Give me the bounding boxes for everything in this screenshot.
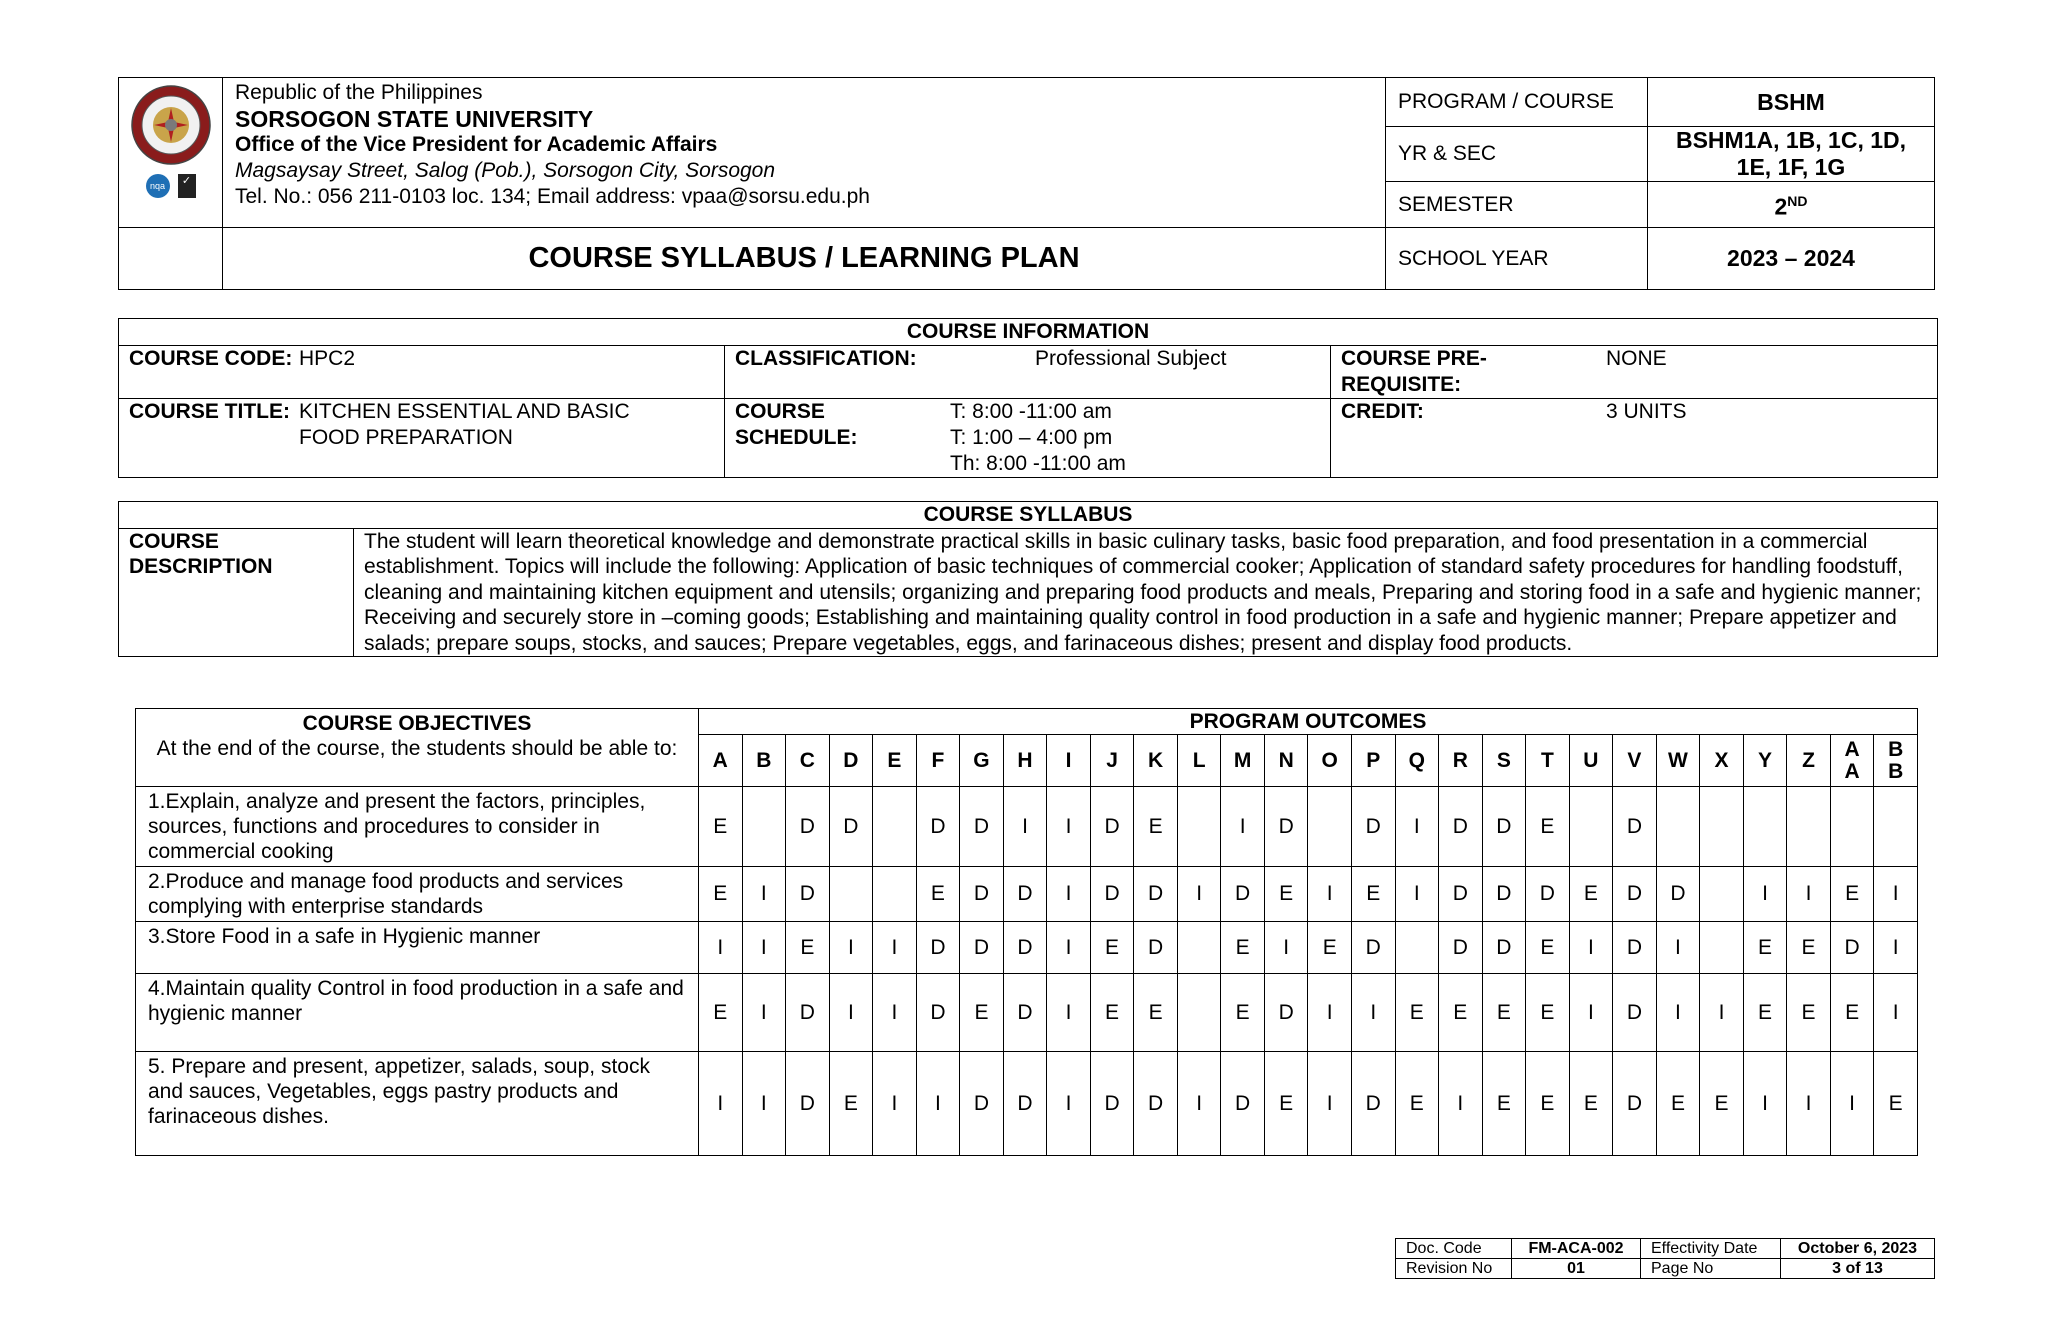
outcome-mark: D [1613, 1052, 1657, 1156]
outcome-mark [1177, 974, 1221, 1052]
outcome-mark: I [916, 1052, 960, 1156]
outcome-mark: E [1264, 867, 1308, 922]
outcome-mark: I [699, 1052, 743, 1156]
outcome-mark: I [1308, 1052, 1352, 1156]
outcome-mark: D [1090, 787, 1134, 867]
contact-text: Tel. No.: 056 211-0103 loc. 134; Email address: vpaa@sorsu.edu.ph [235, 185, 870, 208]
outcome-mark: I [1264, 922, 1308, 974]
outcome-mark: E [1134, 974, 1178, 1052]
page-label: Page No [1641, 1259, 1781, 1279]
outcome-mark: I [1308, 867, 1352, 922]
outcome-mark: D [1613, 787, 1657, 867]
outcome-letter-top: B [1888, 737, 1904, 761]
outcome-mark: D [1003, 922, 1047, 974]
effectivity-label: Effectivity Date [1641, 1239, 1781, 1259]
outcome-mark: D [1134, 1052, 1178, 1156]
outcome-mark: D [1656, 867, 1700, 922]
objectives-outcomes-table [135, 708, 1918, 1156]
outcome-mark [1656, 787, 1700, 867]
outcome-mark: I [829, 974, 873, 1052]
address-text: Magsaysay Street, Salog (Pob.), Sorsogon City, Sorsogon [235, 159, 776, 182]
outcome-mark: E [1787, 974, 1831, 1052]
effectivity-value: October 6, 2023 [1781, 1239, 1935, 1259]
outcome-mark: E [1221, 922, 1265, 974]
outcome-mark: I [1308, 974, 1352, 1052]
prerequisite-label: COURSE PRE-REQUISITE: [1341, 347, 1487, 396]
republic-text: Republic of the Philippines [235, 81, 483, 104]
outcome-mark: D [1830, 922, 1874, 974]
classification-label: CLASSIFICATION: [735, 347, 917, 370]
outcome-mark: E [1830, 974, 1874, 1052]
outcome-mark: D [1221, 867, 1265, 922]
outcome-mark: E [1700, 1052, 1744, 1156]
outcome-mark: I [1395, 787, 1439, 867]
outcome-mark: D [960, 787, 1004, 867]
outcome-mark: I [1047, 974, 1091, 1052]
outcome-mark: E [1743, 922, 1787, 974]
outcome-mark [1787, 787, 1831, 867]
outcome-mark: E [1351, 867, 1395, 922]
outcome-mark: D [1439, 787, 1483, 867]
objectives-header [136, 709, 699, 787]
outcome-mark: D [786, 1052, 830, 1156]
outcome-mark: D [960, 1052, 1004, 1156]
outcome-mark: I [742, 867, 786, 922]
outcome-letter: S [1482, 735, 1526, 787]
outcome-letter: R [1439, 735, 1483, 787]
outcome-mark: E [1526, 787, 1570, 867]
objective-text: 2.Produce and manage food products and services complying with enterprise standards [136, 867, 699, 922]
outcome-mark: E [960, 974, 1004, 1052]
outcome-letter-bottom: B [1888, 759, 1904, 783]
outcome-mark: I [1569, 922, 1613, 974]
outcome-mark [1700, 922, 1744, 974]
outcome-mark [1700, 867, 1744, 922]
outcome-letter [1874, 735, 1918, 787]
outcome-mark: I [1003, 787, 1047, 867]
outcome-mark: I [1351, 974, 1395, 1052]
outcome-mark: D [1439, 922, 1483, 974]
outcome-mark [829, 867, 873, 922]
document-title: COURSE SYLLABUS / LEARNING PLAN [223, 228, 1386, 290]
outcome-mark: D [916, 922, 960, 974]
outcome-letter [1830, 735, 1874, 787]
outcome-letter: I [1047, 735, 1091, 787]
outcome-letter: Q [1395, 735, 1439, 787]
outcome-letter: W [1656, 735, 1700, 787]
outcome-mark: D [1221, 1052, 1265, 1156]
revision-label: Revision No [1396, 1259, 1512, 1279]
page-value: 3 of 13 [1781, 1259, 1935, 1279]
program-label: PROGRAM / COURSE [1386, 78, 1648, 127]
outcome-letter: M [1221, 735, 1265, 787]
outcome-mark: I [742, 974, 786, 1052]
course-syllabus-table [118, 501, 1938, 657]
outcome-mark: I [1700, 974, 1744, 1052]
outcome-mark: D [1264, 974, 1308, 1052]
semester-suffix: ND [1787, 193, 1808, 210]
outcome-mark: E [1395, 1052, 1439, 1156]
doc-code-value: FM-ACA-002 [1512, 1239, 1641, 1259]
course-schedule-label: COURSE SCHEDULE: [735, 400, 858, 449]
outcome-mark: I [1743, 1052, 1787, 1156]
outcome-mark [1743, 787, 1787, 867]
program-outcomes-title: PROGRAM OUTCOMES [699, 709, 1918, 735]
outcome-letter: A [699, 735, 743, 787]
outcome-mark [1830, 787, 1874, 867]
school-year-label: SCHOOL YEAR [1386, 228, 1648, 290]
objective-text: 1.Explain, analyze and present the factors, principles, sources, functions and procedures to consider in commercial cooking [136, 787, 699, 867]
doc-code-label: Doc. Code [1396, 1239, 1512, 1259]
outcome-mark: E [1787, 922, 1831, 974]
outcome-mark [873, 787, 917, 867]
course-title-cell [119, 399, 725, 478]
outcome-mark: E [699, 867, 743, 922]
outcome-letter: N [1264, 735, 1308, 787]
outcome-mark [1308, 787, 1352, 867]
outcome-mark [1874, 787, 1918, 867]
objective-row [136, 922, 1918, 974]
course-syllabus-title: COURSE SYLLABUS [119, 502, 1938, 529]
outcome-mark: D [1003, 867, 1047, 922]
office-name: Office of the Vice President for Academic Affairs [235, 133, 718, 156]
outcome-mark: E [1743, 974, 1787, 1052]
university-info [223, 78, 1386, 228]
outcome-letter: D [829, 735, 873, 787]
course-schedule-list [950, 399, 1126, 477]
outcome-letter: Z [1787, 735, 1831, 787]
outcome-mark: E [1482, 1052, 1526, 1156]
outcome-mark: E [1134, 787, 1178, 867]
outcome-mark: E [1395, 974, 1439, 1052]
credit-value: 3 UNITS [1606, 400, 1687, 423]
outcome-mark: D [1351, 922, 1395, 974]
outcome-mark: E [1569, 867, 1613, 922]
outcome-mark: I [1830, 1052, 1874, 1156]
outcome-letter: X [1700, 735, 1744, 787]
outcome-mark: I [1047, 787, 1091, 867]
classification-value: Professional Subject [1035, 347, 1227, 370]
outcome-mark [1177, 787, 1221, 867]
outcome-letter: E [873, 735, 917, 787]
outcome-mark [1395, 922, 1439, 974]
semester-number: 2 [1774, 193, 1788, 220]
outcome-mark: D [1351, 787, 1395, 867]
outcome-letter-bottom: A [1844, 759, 1860, 783]
outcome-letter: G [960, 735, 1004, 787]
outcome-letter: T [1526, 735, 1570, 787]
outcome-mark: E [1308, 922, 1352, 974]
outcome-mark: I [1221, 787, 1265, 867]
outcome-letter: L [1177, 735, 1221, 787]
outcome-mark: D [1439, 867, 1483, 922]
outcome-mark [1177, 922, 1221, 974]
course-title-label: COURSE TITLE: [129, 400, 290, 423]
schedule-item: Th: 8:00 -11:00 am [950, 452, 1126, 475]
course-code-value: HPC2 [299, 347, 356, 370]
outcome-mark: I [873, 974, 917, 1052]
outcome-mark: D [1134, 867, 1178, 922]
course-description-label: COURSE DESCRIPTION [119, 528, 354, 657]
program-value: BSHM [1648, 78, 1935, 127]
outcome-mark: E [1830, 867, 1874, 922]
outcome-letter: U [1569, 735, 1613, 787]
schedule-item: T: 8:00 -11:00 am [950, 400, 1112, 423]
outcome-mark: I [742, 922, 786, 974]
outcome-mark: I [1787, 1052, 1831, 1156]
outcome-mark: I [742, 1052, 786, 1156]
outcome-mark: D [1090, 867, 1134, 922]
outcome-mark: E [829, 1052, 873, 1156]
outcome-mark: I [1743, 867, 1787, 922]
logo-cell-bottom [119, 228, 223, 290]
objective-text: 5. Prepare and present, appetizer, salads, soup, stock and sauces, Vegetables, eggs pastry products and farinaceous dishes. [136, 1052, 699, 1156]
outcome-mark: D [786, 867, 830, 922]
outcome-mark: D [1134, 922, 1178, 974]
outcome-mark: I [1177, 1052, 1221, 1156]
outcome-mark: I [1439, 1052, 1483, 1156]
outcome-mark: D [960, 922, 1004, 974]
outcome-mark: D [786, 787, 830, 867]
outcome-mark: D [786, 974, 830, 1052]
objectives-subtitle: At the end of the course, the students should be able to: [156, 737, 678, 760]
outcome-mark: I [1047, 922, 1091, 974]
outcome-mark: E [1874, 1052, 1918, 1156]
credit-cell [1331, 399, 1938, 478]
outcome-mark: D [1003, 1052, 1047, 1156]
outcome-mark: D [1526, 867, 1570, 922]
outcome-mark [742, 787, 786, 867]
outcome-mark: I [699, 922, 743, 974]
yrsec-value: BSHM1A, 1B, 1C, 1D, 1E, 1F, 1G [1648, 127, 1935, 182]
school-year-value: 2023 – 2024 [1648, 228, 1935, 290]
semester-label: SEMESTER [1386, 182, 1648, 228]
outcome-mark: I [829, 922, 873, 974]
nqa-badge-icon: nqa [146, 174, 170, 198]
outcome-letter: H [1003, 735, 1047, 787]
outcome-mark: D [1003, 974, 1047, 1052]
credit-label: CREDIT: [1341, 400, 1424, 423]
outcome-mark: I [1656, 974, 1700, 1052]
outcome-letter: Y [1743, 735, 1787, 787]
outcome-mark: D [1613, 867, 1657, 922]
certification-badge-icon: ✓ [178, 174, 196, 198]
outcome-mark [873, 867, 917, 922]
outcome-letter: J [1090, 735, 1134, 787]
outcome-letter: F [916, 735, 960, 787]
outcome-letter: B [742, 735, 786, 787]
outcome-mark: I [1874, 867, 1918, 922]
outcome-mark: I [1874, 974, 1918, 1052]
outcome-mark: E [699, 787, 743, 867]
outcome-mark: E [1090, 922, 1134, 974]
university-seal-icon [130, 84, 212, 166]
outcome-mark: I [1569, 974, 1613, 1052]
outcome-mark: E [1482, 974, 1526, 1052]
outcome-mark: E [1264, 1052, 1308, 1156]
objective-row [136, 974, 1918, 1052]
outcome-mark: E [786, 922, 830, 974]
outcome-mark: D [1090, 1052, 1134, 1156]
outcome-mark [1700, 787, 1744, 867]
outcome-letter-top: A [1844, 737, 1860, 761]
outcome-mark: I [1395, 867, 1439, 922]
outcome-mark: D [960, 867, 1004, 922]
course-code-label: COURSE CODE: [129, 347, 293, 370]
outcome-mark: I [1787, 867, 1831, 922]
outcome-mark: E [1221, 974, 1265, 1052]
course-code-cell [119, 346, 725, 399]
outcome-mark: D [1613, 974, 1657, 1052]
outcome-letter: V [1613, 735, 1657, 787]
course-information-table [118, 318, 1938, 478]
outcome-letter: K [1134, 735, 1178, 787]
objective-text: 3.Store Food in a safe in Hygienic manner [136, 922, 699, 974]
classification-cell [725, 346, 1331, 399]
revision-value: 01 [1512, 1259, 1641, 1279]
outcome-mark: E [916, 867, 960, 922]
course-information-title: COURSE INFORMATION [119, 319, 1938, 346]
objective-text: 4.Maintain quality Control in food production in a safe and hygienic manner [136, 974, 699, 1052]
outcome-mark: D [829, 787, 873, 867]
outcome-mark: E [1569, 1052, 1613, 1156]
course-description-text: The student will learn theoretical knowledge and demonstrate practical skills in basic culinary tasks, basic food preparation, and food presentation in a commercial establishment. Topics will include the following: Application of basic techniques of commercial cooker; Application of standard safety procedures for handling foodstuff, cleaning and maintaining kitchen equipment and utensils; organizing and preparing food products and meals, Preparing and storing food in a safe and hygienic manner; Receiving and securely store in –coming goods; Establishing and maintaining quality control in food production in a safe and hygienic manner; Prepare appetizer and salads; prepare soups, stocks, and sauces; Prepare vegetables, eggs, and farinaceous dishes; present and display food products. [354, 528, 1938, 657]
objective-row [136, 867, 1918, 922]
outcome-mark [1569, 787, 1613, 867]
outcome-mark: D [1613, 922, 1657, 974]
prerequisite-value: NONE [1606, 347, 1667, 370]
outcome-mark: I [1177, 867, 1221, 922]
course-schedule-cell [725, 399, 1331, 478]
objective-row [136, 1052, 1918, 1156]
outcome-mark: I [873, 1052, 917, 1156]
outcome-mark: E [699, 974, 743, 1052]
university-name: SORSOGON STATE UNIVERSITY [235, 106, 594, 132]
outcome-mark: D [1482, 922, 1526, 974]
outcome-mark: E [1090, 974, 1134, 1052]
outcome-mark: D [916, 787, 960, 867]
outcome-mark: E [1526, 922, 1570, 974]
outcome-mark: D [1351, 1052, 1395, 1156]
outcome-letter: O [1308, 735, 1352, 787]
document-header [118, 77, 1935, 290]
outcome-mark: D [1482, 867, 1526, 922]
document-control-table [1395, 1238, 1935, 1279]
outcome-letter: P [1351, 735, 1395, 787]
outcome-mark: E [1656, 1052, 1700, 1156]
course-title-value: KITCHEN ESSENTIAL AND BASIC FOOD PREPARATION [299, 400, 630, 449]
schedule-item: T: 1:00 – 4:00 pm [950, 426, 1113, 449]
objectives-body [136, 787, 1918, 1156]
outcome-mark: D [1264, 787, 1308, 867]
outcome-mark: D [1482, 787, 1526, 867]
outcome-mark: E [1526, 1052, 1570, 1156]
objectives-title: COURSE OBJECTIVES [302, 712, 532, 735]
outcome-mark: I [873, 922, 917, 974]
outcome-mark: I [1047, 867, 1091, 922]
outcome-mark: E [1439, 974, 1483, 1052]
yrsec-label: YR & SEC [1386, 127, 1648, 182]
outcome-mark: I [1656, 922, 1700, 974]
semester-value [1648, 182, 1935, 228]
logo-cell [119, 78, 223, 228]
outcome-mark: E [1526, 974, 1570, 1052]
outcome-letter: C [786, 735, 830, 787]
outcome-mark: D [916, 974, 960, 1052]
prerequisite-cell [1331, 346, 1938, 399]
objective-row [136, 787, 1918, 867]
outcome-mark: I [1047, 1052, 1091, 1156]
outcome-mark: I [1874, 922, 1918, 974]
